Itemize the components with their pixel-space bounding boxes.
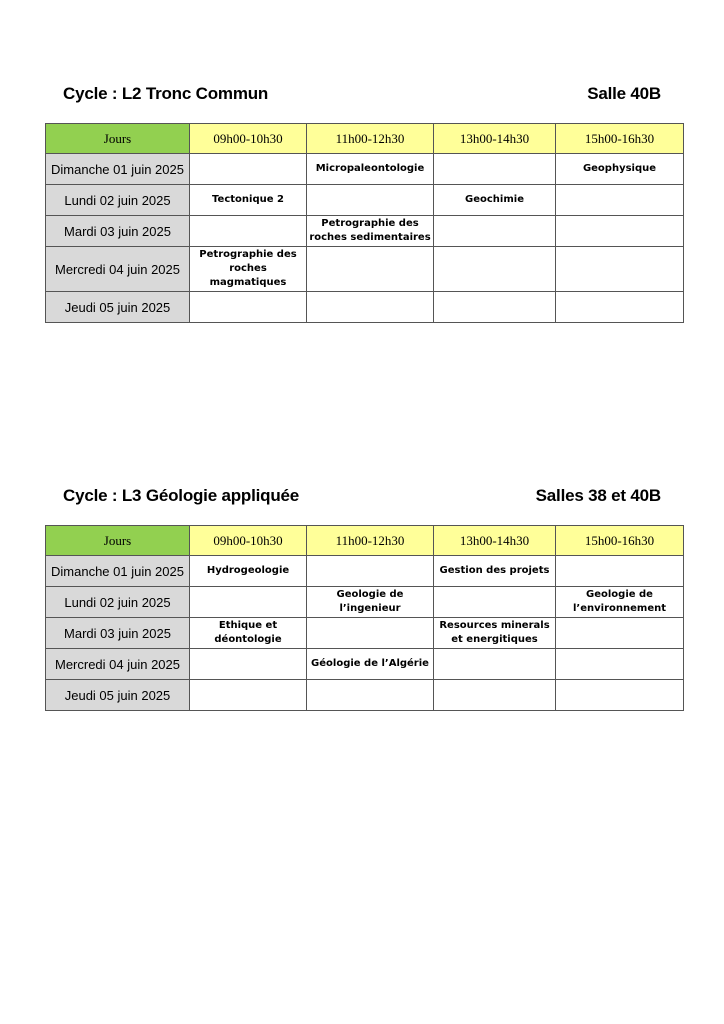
course-cell: Geologie de l’environnement xyxy=(556,587,684,618)
schedule-section-l3 xyxy=(45,486,683,703)
schedule-table xyxy=(45,123,684,323)
slot-header: 11h00-12h30 xyxy=(307,124,434,154)
table-row xyxy=(46,649,684,680)
course-cell xyxy=(307,618,434,649)
course-cell xyxy=(434,587,556,618)
cycle-title: Cycle : L2 Tronc Commun xyxy=(63,84,269,103)
course-cell xyxy=(434,216,556,247)
table-row xyxy=(46,247,684,292)
course-cell xyxy=(190,587,307,618)
course-cell xyxy=(307,556,434,587)
course-cell xyxy=(434,292,556,323)
course-cell: Tectonique 2 xyxy=(190,185,307,216)
course-cell: Ethique et déontologie xyxy=(190,618,307,649)
course-cell xyxy=(556,618,684,649)
course-cell: Micropaleontologie xyxy=(307,154,434,185)
course-cell: Geophysique xyxy=(556,154,684,185)
header-row xyxy=(46,526,684,556)
course-cell xyxy=(190,216,307,247)
day-cell: Lundi 02 juin 2025 xyxy=(46,185,190,216)
table-row xyxy=(46,556,684,587)
slot-header: 09h00-10h30 xyxy=(190,124,307,154)
day-cell: Dimanche 01 juin 2025 xyxy=(46,154,190,185)
course-cell: Geologie de l’ingenieur xyxy=(307,587,434,618)
course-cell: Gestion des projets xyxy=(434,556,556,587)
table-row xyxy=(46,185,684,216)
cycle-title: Cycle : L3 Géologie appliquée xyxy=(63,486,300,505)
table-row xyxy=(46,292,684,323)
slot-header: 13h00-14h30 xyxy=(434,526,556,556)
room-label: Salle 40B xyxy=(587,84,661,103)
schedule-table xyxy=(45,525,684,711)
day-cell: Dimanche 01 juin 2025 xyxy=(46,556,190,587)
slot-header: 15h00-16h30 xyxy=(556,124,684,154)
course-cell xyxy=(556,185,684,216)
day-cell: Mercredi 04 juin 2025 xyxy=(46,247,190,292)
schedule-section-l2 xyxy=(45,84,683,315)
course-cell xyxy=(190,292,307,323)
course-cell xyxy=(307,292,434,323)
course-cell xyxy=(556,216,684,247)
slot-header: 13h00-14h30 xyxy=(434,124,556,154)
table-row xyxy=(46,618,684,649)
course-cell xyxy=(556,247,684,292)
slot-header: 09h00-10h30 xyxy=(190,526,307,556)
course-cell xyxy=(307,185,434,216)
course-cell xyxy=(434,680,556,711)
course-cell xyxy=(434,154,556,185)
course-cell: Hydrogeologie xyxy=(190,556,307,587)
table-row xyxy=(46,216,684,247)
course-cell xyxy=(190,649,307,680)
table-row xyxy=(46,680,684,711)
day-cell: Lundi 02 juin 2025 xyxy=(46,587,190,618)
course-cell: Petrographie des roches magmatiques xyxy=(190,247,307,292)
course-cell xyxy=(307,680,434,711)
course-cell xyxy=(556,649,684,680)
course-cell xyxy=(556,680,684,711)
room-label: Salles 38 et 40B xyxy=(535,486,661,505)
header-row xyxy=(46,124,684,154)
day-cell: Jeudi 05 juin 2025 xyxy=(46,292,190,323)
course-cell xyxy=(434,649,556,680)
table-row xyxy=(46,154,684,185)
course-cell xyxy=(307,247,434,292)
course-cell: Geochimie xyxy=(434,185,556,216)
course-cell xyxy=(556,556,684,587)
section-header xyxy=(63,84,661,108)
day-cell: Mardi 03 juin 2025 xyxy=(46,618,190,649)
course-cell xyxy=(556,292,684,323)
course-cell: Petrographie des roches sedimentaires xyxy=(307,216,434,247)
day-cell: Jeudi 05 juin 2025 xyxy=(46,680,190,711)
course-cell xyxy=(190,154,307,185)
course-cell: Géologie de l’Algérie xyxy=(307,649,434,680)
day-cell: Mardi 03 juin 2025 xyxy=(46,216,190,247)
jours-header: Jours xyxy=(46,124,190,154)
day-cell: Mercredi 04 juin 2025 xyxy=(46,649,190,680)
slot-header: 15h00-16h30 xyxy=(556,526,684,556)
table-row xyxy=(46,587,684,618)
course-cell xyxy=(434,247,556,292)
section-header xyxy=(63,486,661,510)
course-cell xyxy=(190,680,307,711)
course-cell: Resources minerals et energitiques xyxy=(434,618,556,649)
jours-header: Jours xyxy=(46,526,190,556)
slot-header: 11h00-12h30 xyxy=(307,526,434,556)
